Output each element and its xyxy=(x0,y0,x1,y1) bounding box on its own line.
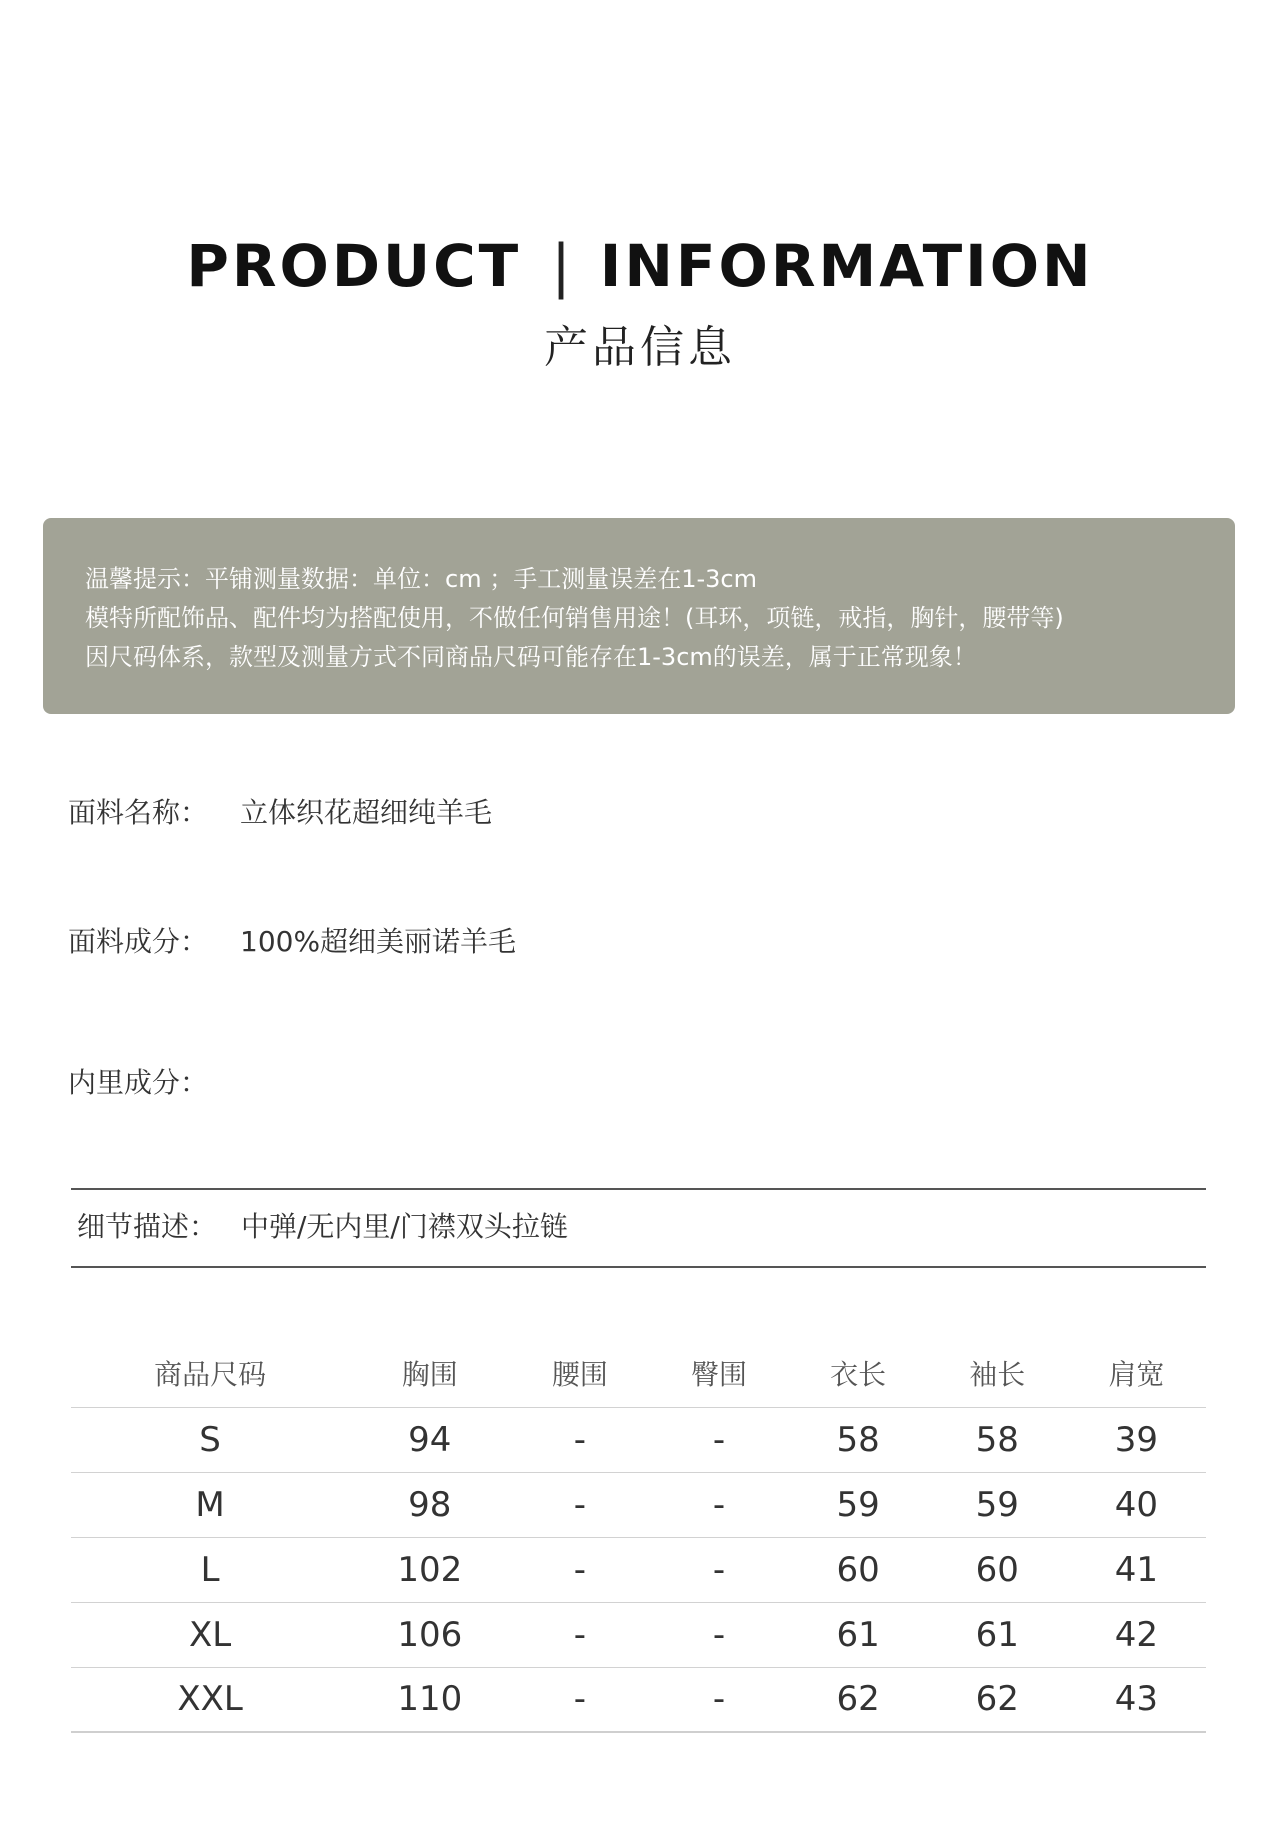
spec-fabric-name xyxy=(68,793,493,833)
title-separator: | xyxy=(551,232,574,300)
spec-value: 立体织花超细纯羊毛 xyxy=(240,796,493,829)
table-cell: - xyxy=(649,1472,788,1537)
table-cell: 40 xyxy=(1067,1472,1206,1537)
table-cell: 59 xyxy=(928,1472,1067,1537)
table-cell: 61 xyxy=(928,1602,1067,1667)
tips-panel xyxy=(43,518,1235,714)
header-sleeve: 袖长 xyxy=(928,1340,1067,1407)
title-information: INFORMATION xyxy=(599,232,1094,300)
tips-line: 因尺码体系，款型及测量方式不同商品尺码可能存在1-3cm的误差，属于正常现象！ xyxy=(85,643,977,671)
table-cell: XL xyxy=(71,1602,349,1667)
table-cell: 62 xyxy=(789,1667,928,1732)
table-row xyxy=(71,1537,1206,1602)
header-chest: 胸围 xyxy=(349,1340,510,1407)
spec-label: 面料成分： xyxy=(68,925,209,958)
header-length: 衣长 xyxy=(789,1340,928,1407)
table-cell: 94 xyxy=(349,1407,510,1472)
table-row xyxy=(71,1407,1206,1472)
table-cell: 110 xyxy=(349,1667,510,1732)
table-cell: 102 xyxy=(349,1537,510,1602)
table-cell: 39 xyxy=(1067,1407,1206,1472)
spec-value: 100%超细美丽诺羊毛 xyxy=(240,925,517,958)
table-cell: S xyxy=(71,1407,349,1472)
detail-value: 中弹/无内里/门襟双头拉链 xyxy=(241,1210,568,1243)
table-cell: - xyxy=(649,1537,788,1602)
header-hip: 臀围 xyxy=(649,1340,788,1407)
tips-line: 温馨提示：平铺测量数据：单位：cm ；手工测量误差在1-3cm xyxy=(85,565,757,593)
table-cell: 43 xyxy=(1067,1667,1206,1732)
table-cell: 98 xyxy=(349,1472,510,1537)
header-size: 商品尺码 xyxy=(71,1340,349,1407)
table-cell: - xyxy=(649,1667,788,1732)
tips-line: 模特所配饰品、配件均为搭配使用，不做任何销售用途！(耳环，项链，戒指，胸针，腰带等) xyxy=(85,604,1064,632)
table-cell: 60 xyxy=(928,1537,1067,1602)
table-cell: - xyxy=(510,1472,649,1537)
table-cell: L xyxy=(71,1537,349,1602)
title-product: PRODUCT xyxy=(186,232,522,300)
spec-lining-composition xyxy=(68,1063,208,1103)
table-cell: - xyxy=(510,1537,649,1602)
table-cell: 41 xyxy=(1067,1537,1206,1602)
detail-label: 细节描述： xyxy=(77,1210,218,1243)
detail-top-divider xyxy=(71,1188,1206,1190)
size-table xyxy=(71,1340,1206,1733)
size-table-header-row xyxy=(71,1340,1206,1407)
table-row xyxy=(71,1602,1206,1667)
table-cell: XXL xyxy=(71,1667,349,1732)
spec-label: 面料名称： xyxy=(68,796,209,829)
table-cell: - xyxy=(510,1667,649,1732)
table-row xyxy=(71,1667,1206,1732)
table-cell: 60 xyxy=(789,1537,928,1602)
table-cell: 58 xyxy=(789,1407,928,1472)
table-cell: 59 xyxy=(789,1472,928,1537)
table-cell: 58 xyxy=(928,1407,1067,1472)
detail-bottom-divider xyxy=(71,1266,1206,1268)
table-cell: 106 xyxy=(349,1602,510,1667)
table-row xyxy=(71,1472,1206,1537)
page-subtitle: 产品信息 xyxy=(544,322,736,373)
spec-fabric-composition xyxy=(68,922,517,962)
table-cell: M xyxy=(71,1472,349,1537)
header-shoulder: 肩宽 xyxy=(1067,1340,1206,1407)
page-title xyxy=(0,228,1280,304)
table-cell: 61 xyxy=(789,1602,928,1667)
spec-label: 内里成分： xyxy=(68,1066,209,1099)
spec-detail-description xyxy=(77,1207,568,1247)
table-cell: - xyxy=(510,1602,649,1667)
header-waist: 腰围 xyxy=(510,1340,649,1407)
table-cell: - xyxy=(649,1602,788,1667)
table-cell: - xyxy=(510,1407,649,1472)
table-cell: 42 xyxy=(1067,1602,1206,1667)
table-cell: 62 xyxy=(928,1667,1067,1732)
table-cell: - xyxy=(649,1407,788,1472)
